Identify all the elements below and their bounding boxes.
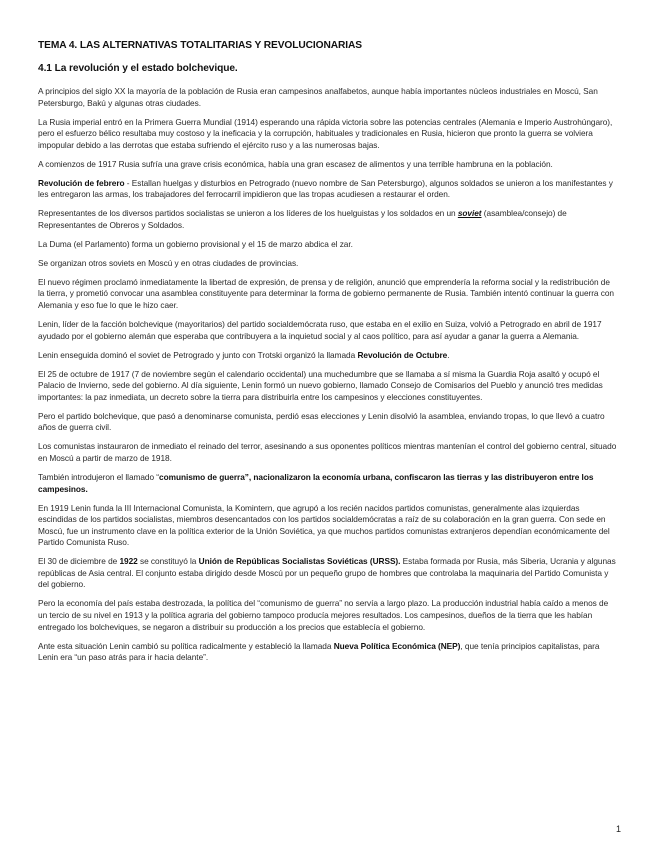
- paragraph-15: En 1919 Lenin funda la III Internacional Comunista, la Komintern, que agrupó a los recién nacidos partidos comunistas, generalmente alas izquierdas escindidas de los partidos socialistas, miembros desencantados con los partidos socialdemócratas a raíz de su colaboración en la gran guerra. Con sede en Moscú, fue un instrumento clave en la política exterior de la Unión Soviética, ya que muchos partidos comunistas extranjeros dependían económicamente del Partido Comunista Ruso.: [38, 502, 610, 548]
- paragraph-9: Lenin, líder de la facción bolchevique (mayoritarios) del partido socialdemócrata ruso, que estaba en el exilio en Suiza, volvió a Petrogrado en abril de 1917 ayudado por el gobierno alemán que esperaba que contribuyera a la inquietud social y al caos político, para así ayudar a ganar la guerra a Alemania.: [38, 319, 602, 341]
- paragraph-14: [38, 472, 618, 495]
- bold-term: comunismo de guerra”, nacionalizaron la economía urbana, confiscaron las tierras y las distribuyeron entre los campesinos.: [38, 471, 594, 494]
- bold-term: Revolución de febrero: [38, 177, 125, 188]
- paragraph-text: También introdujeron el llamado “: [38, 471, 160, 482]
- paragraph-2: La Rusia imperial entró en la Primera Guerra Mundial (1914) esperando una rápida victoria sobre las potencias centrales (Alemania e Imperio Austrohúngaro), pero el esfuerzo bélico resultaba muy costoso y la ineficacia y la corrupción, habituales y tradicionales en Rusia, hicieron que pronto la guerra se volviera impopular debido a las derrotas que estaba sufriendo el ejército ruso y a las numerosas bajas.: [38, 116, 613, 150]
- soviet-term: soviet: [457, 208, 482, 219]
- document-page: [38, 40, 618, 671]
- paragraph-text: El 30 de diciembre de: [38, 556, 120, 567]
- paragraph-text: Estaba formada por Rusia, más Siberia, Ucrania y algunas repúblicas de Asia central. El conjunto estaba dirigido desde Moscú por un pequeño grupo de hombres que controlaba la maquinaria del Partido Comunista y del gobierno.: [38, 556, 616, 590]
- page-number: 1: [615, 824, 621, 834]
- paragraph-12: Pero el partido bolchevique, que pasó a denominarse comunista, perdió esas elecciones y Lenin disolvió la asamblea, enviando tropas, lo que llevó a cuatro años de guerra civil.: [38, 410, 605, 433]
- paragraph-11: El 25 de octubre de 1917 (7 de noviembre según el calendario occidental) una muchedumbre que se llamaba a sí misma la Guardia Roja asaltó y ocupó el Palacio de Invierno, sede del gobierno. Al día siguiente, Lenin formó un nuevo gobierno, llamado Consejo de Comisarios del Pueblo y anunció tres medidas importantes: la paz inmediata, un decreto sobre la tierra para distribuirla entre los campesinos y elecciones constituyentes.: [38, 368, 603, 402]
- paragraph-6: La Duma (el Parlamento) forma un gobierno provisional y el 15 de marzo abdica el zar.: [38, 238, 353, 249]
- paragraph-text: Representantes de los diversos partidos socialistas se unieron a los líderes de los huelguistas y los soldados en un: [38, 208, 458, 219]
- paragraph-text: Lenin enseguida dominó el soviet de Petrogrado y junto con Trotski organizó la llamada: [38, 349, 358, 360]
- document-title: TEMA 4. LAS ALTERNATIVAS TOTALITARIAS Y REVOLUCIONARIAS: [38, 40, 362, 51]
- paragraph-text: .: [447, 349, 450, 360]
- section-heading: 4.1 La revolución y el estado bolchevique.: [38, 63, 238, 74]
- paragraph-text: , que tenía principios capitalistas, para Lenin era “un paso atrás para ir hacia delante”.: [38, 640, 600, 663]
- paragraph-7: Se organizan otros soviets en Moscú y en otras ciudades de provincias.: [38, 257, 299, 268]
- paragraph-13: Los comunistas instauraron de inmediato el reinado del terror, asesinando a sus oponentes políticos mientras mantenían el control del gobierno central, situado en Moscú a partir de marzo de 1918.: [38, 441, 617, 463]
- paragraph-text: (asamblea/consejo) de Representantes de Obreros y Soldados.: [38, 208, 567, 230]
- bold-term: Unión de Repúblicas Socialistas Soviéticas (URSS).: [198, 556, 401, 567]
- paragraph-text: - Estallan huelgas y disturbios en Petrogrado (nuevo nombre de San Petersburgo), algunos soldados se unieron a los manifestantes y les entregaron las armas, los trabajadores del ferrocarril impidieron que las tropas acudiesen a restaurar el orden.: [38, 177, 613, 200]
- paragraph-text: Ante esta situación Lenin cambió su política radicalmente y estableció la llamada: [38, 640, 334, 651]
- paragraph-18: [38, 641, 618, 664]
- bold-year: 1922: [119, 556, 138, 567]
- paragraph-1: A principios del siglo XX la mayoría de la población de Rusia eran campesinos analfabetos, aunque había importantes núcleos industriales en Moscú, San Petersburgo, Bakú y algunas otras ciudades.: [38, 86, 598, 108]
- paragraph-4: [38, 178, 618, 201]
- bold-term: Nueva Política Económica (NEP): [333, 640, 461, 651]
- paragraph-8: El nuevo régimen proclamó inmediatamente la libertad de expresión, de prensa y de religión, anunció que emprendería la reforma social y la redistribución de la tierra, y prometió convocar una asamblea constituyente para determinar la forma de gobierno permanente de Rusia. También intentó continuar la guerra con Alemania y eso fue lo que le hizo caer.: [38, 276, 614, 311]
- paragraph-5: [38, 208, 618, 231]
- bold-term: Revolución de Octubre: [357, 349, 448, 360]
- paragraph-16: [38, 556, 618, 591]
- paragraph-3: A comienzos de 1917 Rusia sufría una grave crisis económica, había una gran escasez de alimentos y una terrible hambruna en la población.: [38, 158, 553, 169]
- paragraph-10: [38, 350, 618, 362]
- paragraph-17: Pero la economía del país estaba destrozada, la política del “comunismo de guerra” no servía a largo plazo. La producción industrial había caído a menos de un tercio de su nivel en 1913 y la política agraria del gobierno tampoco producía mejores resultados. Los campesinos, dueños de la tierra que les habían entregado los bolcheviques, se negaron a distribuir su producción a los precios que establecía el gobierno.: [38, 598, 609, 632]
- paragraph-text: se constituyó la: [137, 556, 199, 567]
